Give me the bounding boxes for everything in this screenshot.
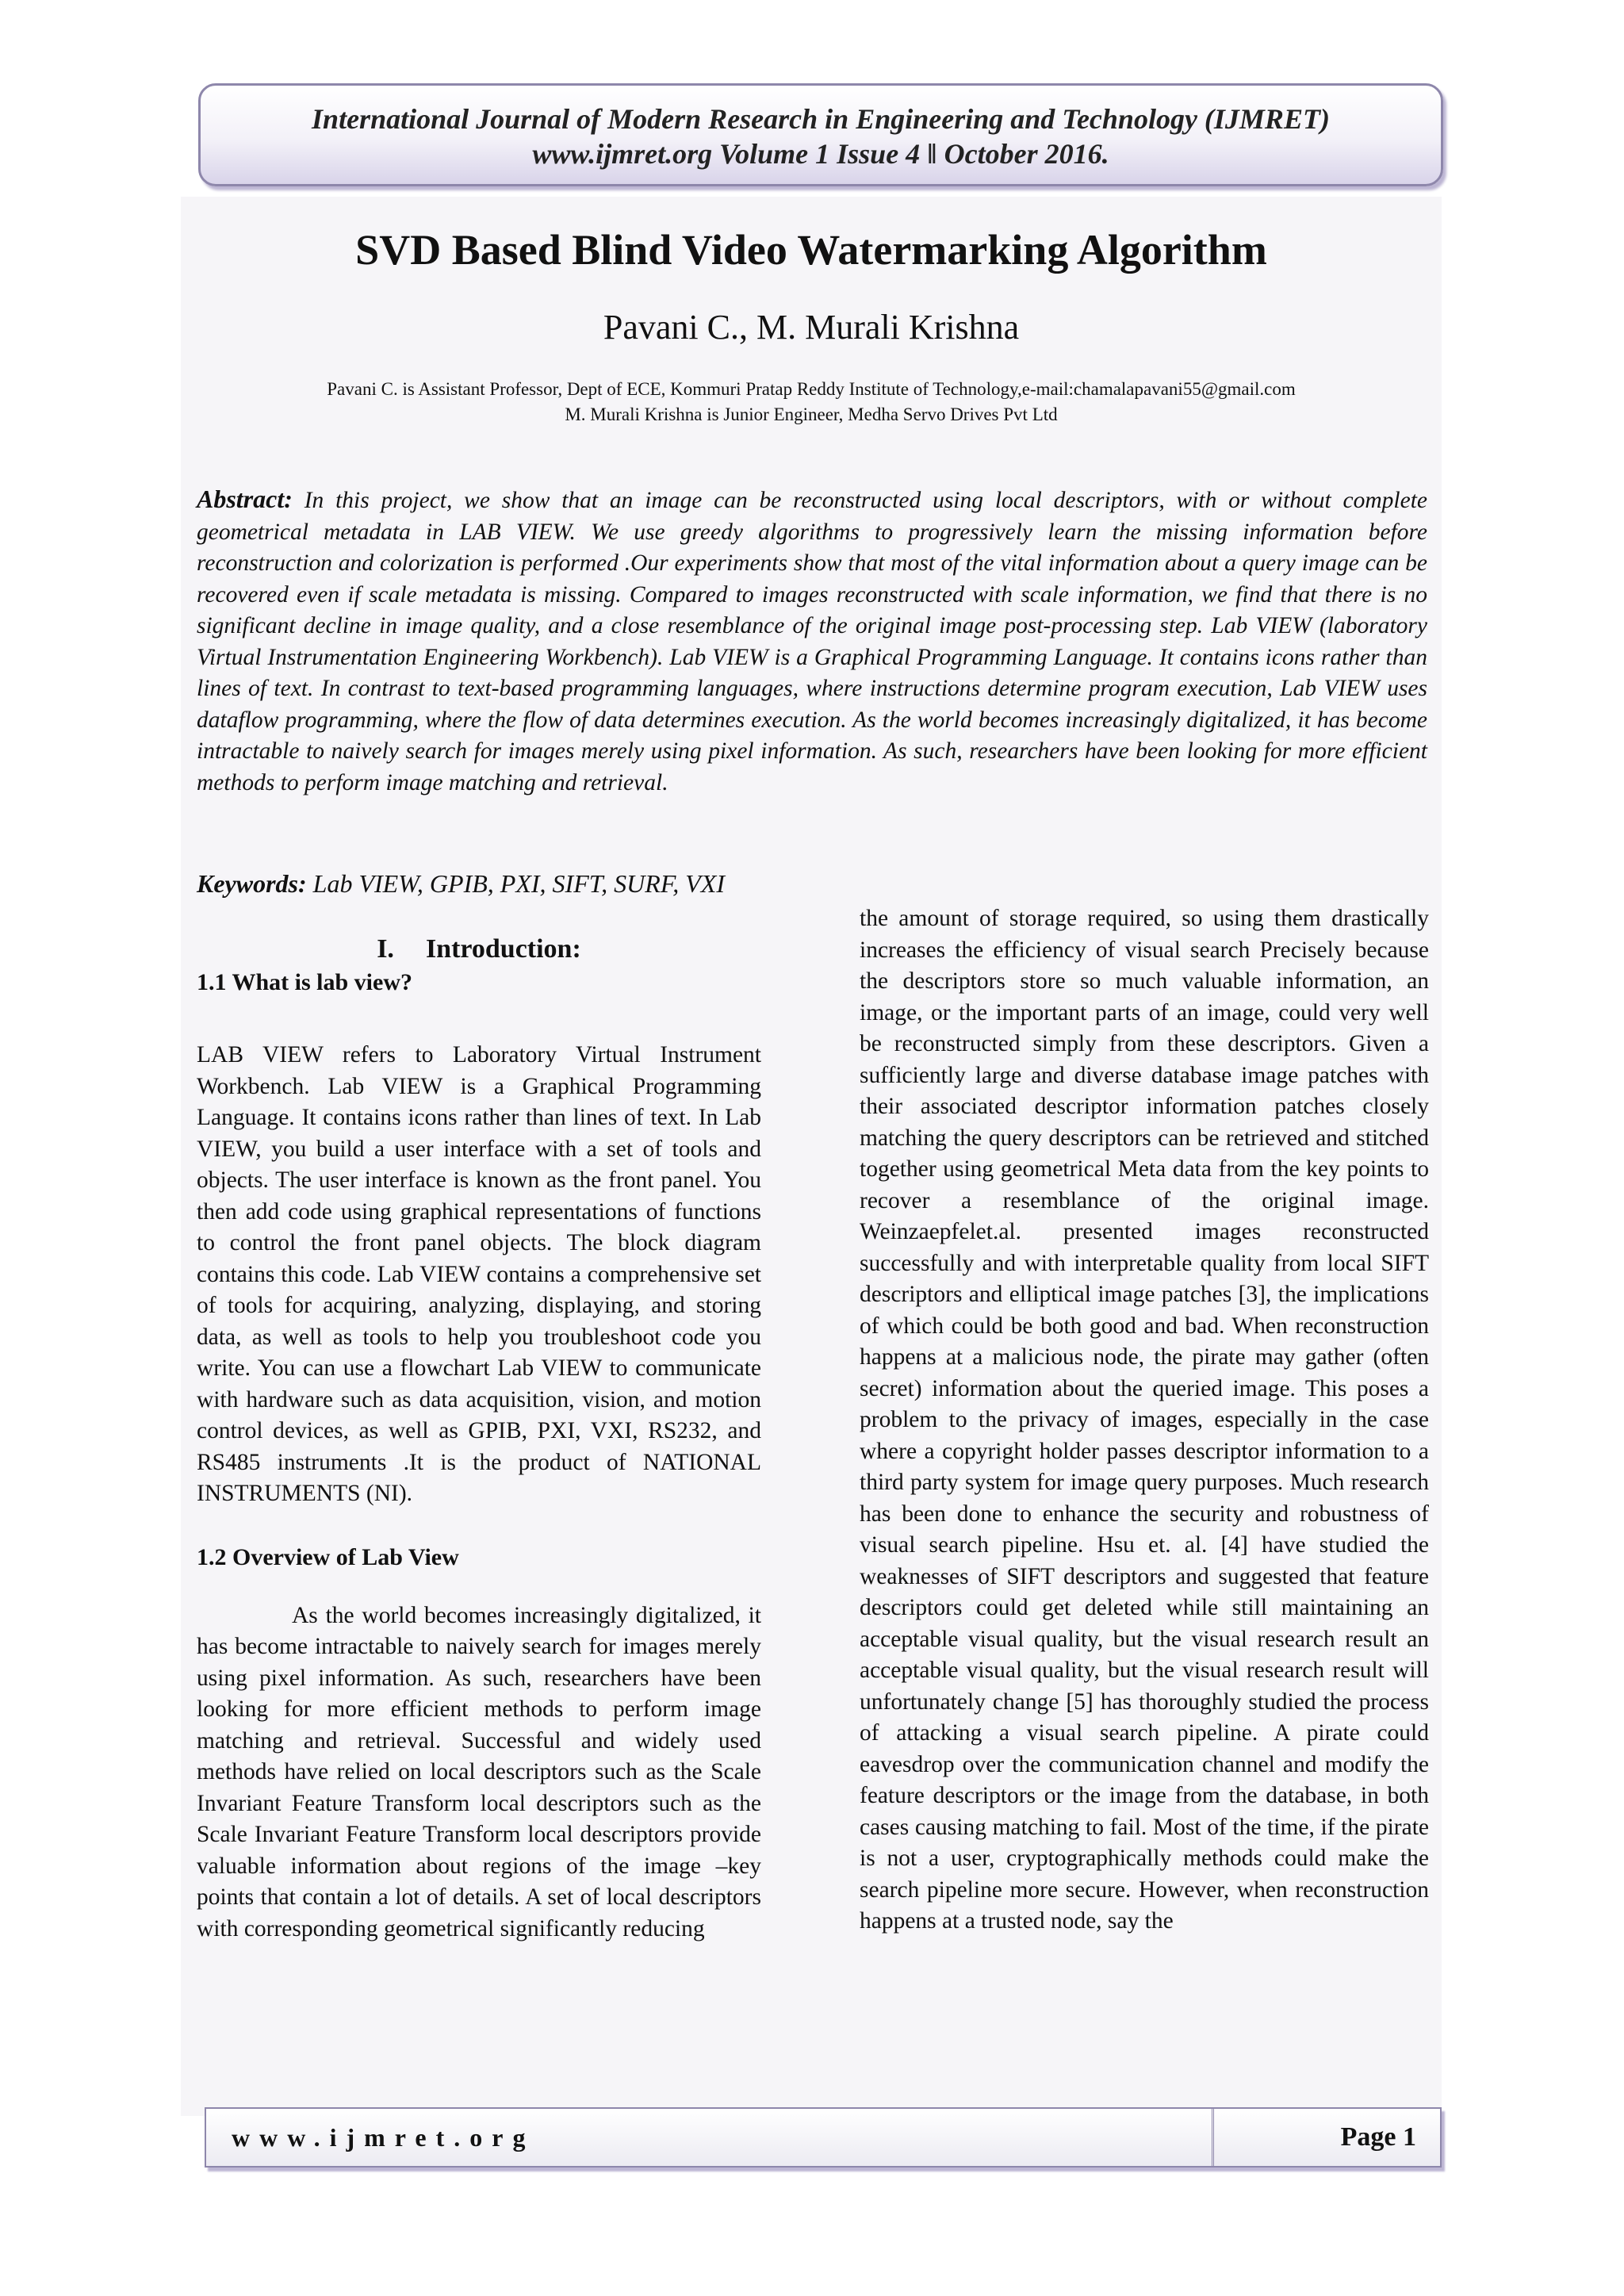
right-column-text: the amount of storage required, so using them drastically increases the efficiency of visual search Precisely because the descriptors store so much valuable information, an image, or the important parts of an image, could very well be reconstructed simply from these descriptors. Given a sufficiently large and diverse database image patches with their associated descriptor information patches closely matching the query descriptors can be retrieved and stitched together using geometrical Meta data from the key points to recover a resemblance of the original image. Weinzaepfelet.al. presented images reconstructed successfully and with interpretable quality from local SIFT descriptors and elliptical image patches [3], the implications of which could be both good and bad. When reconstruction happens at a malicious node, the pirate may gather (often secret) information about the queried image. This poses a problem to the privacy of images, especially in the case where a copyright holder passes descriptor information to a third party system for image query purposes. Much research has been done to enhance the security and robustness of visual search pipeline. Hsu et. al. [4] have studied the weaknesses of SIFT descriptors and suggested that feature descriptors could get deleted while still maintaining an acceptable visual quality, but the visual research result an acceptable visual quality, but the visual research result will unfortunately change [5] has thoroughly studied the process of attacking a visual search pipeline. A pirate could eavesdrop over the communication channel and modify the feature descriptors or the image from the database, in both cases causing matching to fail. Most of the time, if the pirate is not a user, cryptographically methods could make the search pipeline more secure. However, when reconstruction happens at a trusted node, say the [860,906,1429,1934]
paragraph-what-is-lab-view: LAB VIEW refers to Laboratory Virtual Instrument Workbench. Lab VIEW is a Graphical Programming Language. It contains icons rather than lines of text. In Lab VIEW, you build a user interface with a set of tools and objects. The user interface is known as the front panel. You then add code using graphical representations of functions to control the front panel objects. The block diagram contains this code. Lab VIEW contains a comprehensive set of tools for acquiring, analyzing, displaying, and storing data, as well as tools to help you troubleshoot code you write. You can use a flowchart Lab VIEW to communicate with hardware such as data acquisition, vision, and motion control devices, as well as GPIB, PXI, VXI, RS232, and RS485 instruments .It is the product of NATIONAL INSTRUMENTS (NI). [197,1042,761,1506]
abstract-text: In this project, we show that an image can be reconstructed using local descriptors, with or without complete geometrical metadata in LAB VIEW. We use greedy algorithms to progressively learn the missing information before reconstruction and colorization is performed .Our experiments show that most of the vital information about a query image can be recovered even if scale metadata is missing. Compared to images reconstructed with scale information, we find that there is no significant decline in image quality, and a close resemblance of the original image post-processing step. Lab VIEW (laboratory Virtual Instrumentation Engineering Workbench). Lab VIEW is a Graphical Programming Language. It contains icons rather than lines of text. In contrast to text-based programming languages, where instructions determine program execution, Lab VIEW uses dataflow programming, where the flow of data determines execution. As the world becomes increasingly digitalized, it has become intractable to naively search for images merely using pixel information. As such, researchers have been looking for more efficient methods to perform image matching and retrieval. [197,488,1428,795]
journal-issue-line: www.ijmret.org Volume 1 Issue 4 ǁ October 2016. [532,138,1109,170]
paragraph-overview: As the world becomes increasingly digitalized, it has become intractable to naively search for images merely using pixel information. As such, researchers have been looking for more efficient methods to perform image matching and retrieval. Successful and widely used methods have relied on local descriptors such as the Scale Invariant Feature Transform local descriptors such as the Scale Invariant Feature Transform local descriptors provide valuable information about regions of the image –key points that contain a lot of details. A set of local descriptors with corresponding geometrical significantly reducing [197,1602,761,1941]
page-number: Page 1 [1214,2109,1440,2166]
abstract [197,484,1427,799]
journal-name: International Journal of Modern Research in Engineering and Technology (IJMRET) [312,103,1330,135]
keywords [197,866,725,901]
section-number: I. [377,934,394,964]
paper-title: SVD Based Blind Video Watermarking Algorithm [355,226,1267,274]
journal-header-banner [198,83,1443,186]
section-heading-introduction [197,932,761,967]
affiliation-line-2: M. Murali Krishna is Junior Engineer, Medha Servo Drives Pvt Ltd [565,404,1058,424]
footer-website: www.ijmret.org [206,2109,1214,2166]
paper-authors: Pavani C., M. Murali Krishna [603,308,1020,347]
abstract-label: Abstract: [197,485,293,513]
author-affiliations [181,377,1442,427]
page-footer [205,2107,1442,2168]
affiliation-line-1: Pavani C. is Assistant Professor, Dept of ECE, Kommuri Pratap Reddy Institute of Technology,e-mail:chamalapavani55@gmail.com [327,379,1296,399]
subsection-title-what-is-lab-view: 1.1 What is lab view? [197,969,412,995]
left-column [197,932,761,1945]
subsection-title-overview: 1.2 Overview of Lab View [197,1543,459,1570]
keywords-label: Keywords: [197,869,307,898]
keywords-text: Lab VIEW, GPIB, PXI, SIFT, SURF, VXI [312,869,725,898]
section-title: Introduction: [425,934,581,964]
